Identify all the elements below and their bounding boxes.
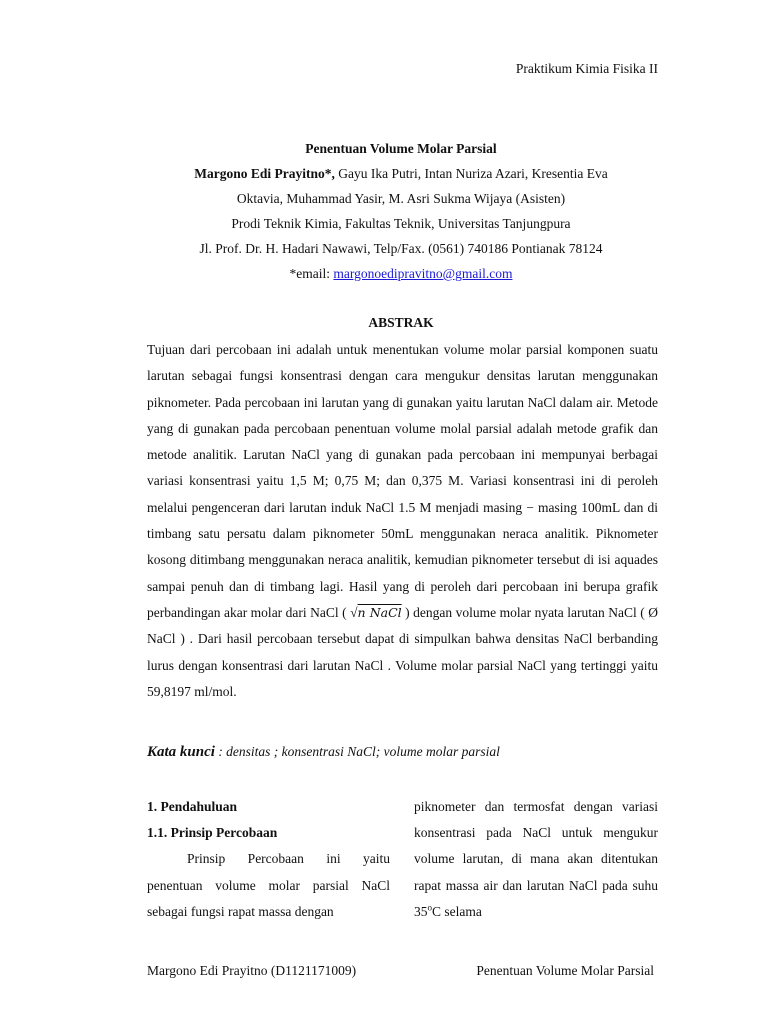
email-label: *email: [289,266,334,281]
left-column [147,794,390,925]
sqrt-expression: n NaCl [357,604,402,620]
keywords-text: : densitas ; konsentrasi NaCl; volume molar parsial [214,744,500,759]
keywords-label: Kata kunci [147,744,215,760]
right-column-paragraph [414,794,658,925]
abstract-paragraph [147,337,658,705]
subsection-heading: 1.1. Prinsip Percobaan [147,825,278,841]
sqrt-symbol: √ [350,604,358,620]
keywords [147,744,667,761]
right-text-part2: C selama [432,903,482,919]
right-text-part1: piknometer dan termosfat dengan variasi konsentrasi pada NaCl untuk mengukur volume larutan, di mana akan ditentukan rapat massa air dan larutan NaCl pada suhu 35 [414,799,658,919]
main-author: Margono Edi Prayitno*, [194,166,335,181]
degree-superscript: o [427,902,432,913]
footer-title: Penentuan Volume Molar Parsial [476,963,654,978]
left-column-paragraph: Prinsip Percobaan ini yaitu penentuan volume molar parsial NaCl sebagai fungsi rapat massa dengan [147,851,390,919]
footer-author: Margono Edi Prayitno (D1121171009) [147,963,357,978]
section-heading: 1. Pendahuluan [147,799,238,814]
running-header: Praktikum Kimia Fisika II [515,61,658,76]
email-line [120,261,682,286]
title-block [120,136,682,286]
authors-line-1 [120,161,682,186]
abstract-text-part1: Tujuan dari percobaan ini adalah untuk menentukan volume molar parsial komponen suatu larutan sebagai fungsi konsentrasi dengan cara mengukur densitas larutan menggunakan piknometer. Pada percobaan ini larutan yang di gunakan yaitu larutan NaCl dalam air. Metode yang di gunakan pada percobaan penentuan volume molal parsial adalah metode grafik dan metode analitik. Larutan NaCl yang di gunakan pada percobaan ini mempunyai berbagai variasi konsentrasi yaitu 1,5 M; 0,75 M; dan 0,375 M. Variasi konsentrasi ini di peroleh melalui pengenceran dari larutan induk NaCl 1.5 M menjadi masing − masing 100mL dan di timbang satu persatu dalam piknometer 50mL menggunakan neraca analitik. Piknometer kosong ditimbang menggunakan neraca analitik, kemudian piknometer tersebut di isi aquades sampai penuh dan di timbang lagi. Hasil yang di peroleh dari percobaan ini berupa grafik perbandingan akar molar dari NaCl ( [147,342,658,620]
co-authors: Gayu Ika Putri, Intan Nuriza Azari, Kresentia Eva [334,166,608,181]
email-link[interactable]: margonoedipravitno@gmail.com [333,266,513,281]
abstract-body [147,337,658,705]
right-column [414,794,658,925]
abstract-heading: ABSTRAK [368,315,434,330]
address: Jl. Prof. Dr. H. Hadari Nawawi, Telp/Fax. (0561) 740186 Pontianak 78124 [199,241,603,256]
paper-title: Penentuan Volume Molar Parsial [305,141,497,156]
abstract-text-part2: ) dengan volume molar nyata larutan NaCl ( Ø NaCl ) . Dari hasil percobaan tersebut dapat di simpulkan bahwa densitas NaCl berbanding lurus dengan konsentrasi dari larutan NaCl . Volume molar parsial NaCl yang tertinggi yaitu 59,8197 ml/mol. [147,604,658,699]
affiliation: Prodi Teknik Kimia, Fakultas Teknik, Universitas Tanjungpura [231,216,571,231]
authors-line-2: Oktavia, Muhammad Yasir, M. Asri Sukma Wijaya (Asisten) [236,191,566,206]
